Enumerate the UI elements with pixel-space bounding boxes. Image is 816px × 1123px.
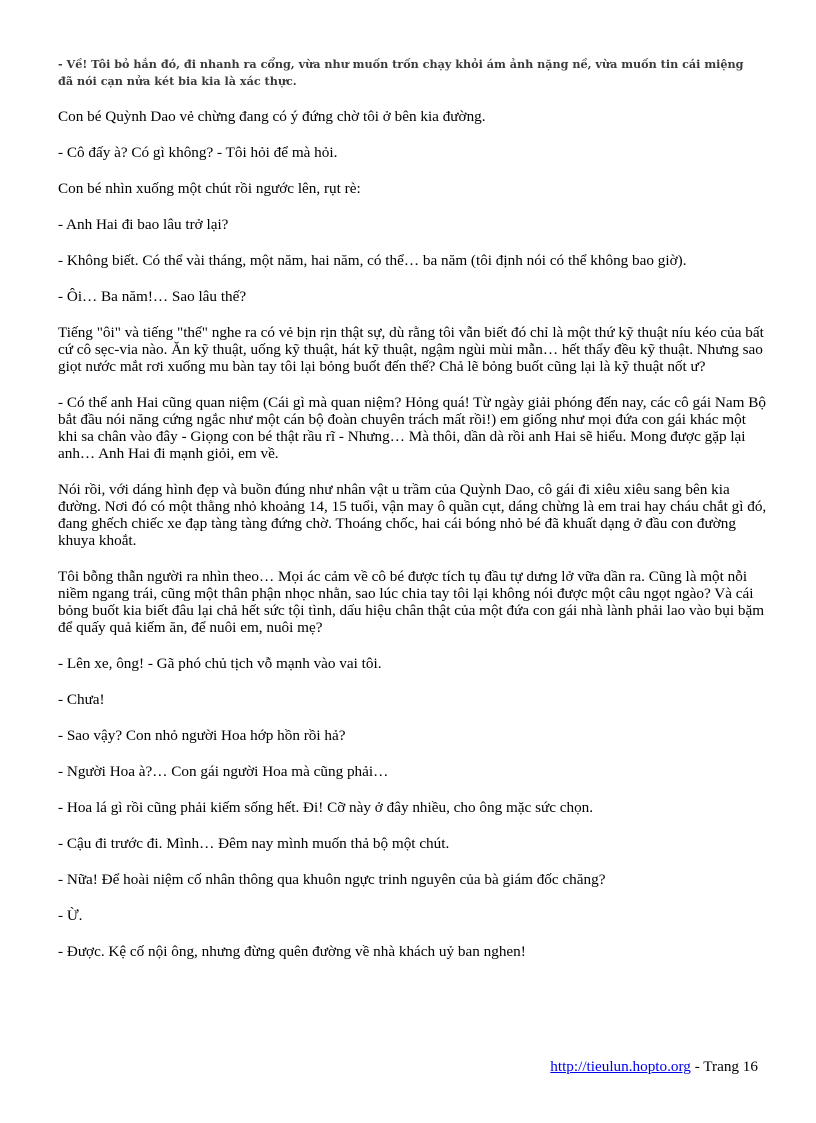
paragraph: Con bé Quỳnh Dao vẻ chừng đang có ý đứng chờ tôi ở bên kia đường.	[58, 108, 486, 125]
site-link[interactable]: http://tieulun.hopto.org	[550, 1058, 691, 1075]
paragraph: - Không biết. Có thể vài tháng, một năm, hai năm, có thể… ba năm (tôi định nói có thể không bao giờ).	[58, 252, 687, 269]
paragraph: Tôi bỗng thẫn người ra nhìn theo… Mọi ác cảm về cô bé được tích tụ đầu tự dưng lở vữa dần ra. Cũng là một nỗi niềm ngang trái, cũng một thân phận nhọc nhằn, sao lúc chia tay tôi lại không nói được một câu ngọt ngào? Và cái bỏng buốt kia biết đâu lại chả hết sức tội tình, dấu hiệu chân thật của một đứa con gái nhà lành phải lao vào bụi bặm để quấy quả kiếm ăn, để nuôi em, nuôi mẹ?	[58, 568, 765, 636]
paragraph: - Có thể anh Hai cũng quan niệm (Cái gì mà quan niệm? Hỏng quá! Từ ngày giải phóng đến nay, các cô gái Nam Bộ bắt đầu nói năng cứng ngắc như một cán bộ đoàn chuyên trách mất rồi!) em giống như mọi đứa con gái khác một khi sa chân vào đây - Giọng con bé thật rầu rĩ - Nhưng… Mà thôi, dần dà rồi anh Hai sẽ hiểu. Mong được gặp lại anh… Anh Hai đi mạnh giỏi, em về.	[58, 394, 766, 462]
paragraph: - Sao vậy? Con nhỏ người Hoa hớp hồn rồi hả?	[58, 727, 346, 744]
paragraph: Nói rồi, với dáng hình đẹp và buồn đúng như nhân vật u trầm của Quỳnh Dao, cô gái đi xiêu xiêu sang bên kia đường. Nơi đó có một thằng nhỏ khoảng 14, 15 tuổi, vận may ô quần cụt, dáng chừng là em trai hay cháu chắt gì đó, đang ghếch chiếc xe đạp tàng tàng đứng chờ. Thoáng chốc, hai cái bóng nhỏ bé đã khuất dạng ở đầu con đường khuya khoắt.	[58, 481, 767, 549]
page-footer	[550, 1058, 758, 1075]
paragraph: - Cô đấy à? Có gì không? - Tôi hỏi để mà hỏi.	[58, 144, 338, 161]
lead-paragraph: - Về! Tôi bỏ hắn đó, đi nhanh ra cổng, vừa như muốn trốn chạy khỏi ám ảnh nặng nề, vừa muốn tin cái miệng đã nói cạn nửa két bia kia là xác thực.	[58, 57, 744, 88]
paragraph: - Ôi… Ba năm!… Sao lâu thế?	[58, 288, 247, 305]
paragraph: Tiếng "ôi" và tiếng "thế" nghe ra có vẻ bịn rịn thật sự, dù rằng tôi vẫn biết đó chỉ là một thứ kỹ thuật níu kéo của bất cứ cô sẹc-via nào. Ăn kỹ thuật, uống kỹ thuật, hát kỹ thuật, ngậm ngùi mùi mẫn… hết thẩy đều kỹ thuật. Nhưng sao giọt nước mắt rơi xuống mu bàn tay tôi lại bỏng buốt đến thế? Chả lẽ bỏng buốt cũng lại là kỹ thuật nốt ư?	[58, 324, 764, 375]
paragraph: - Lên xe, ông! - Gã phó chủ tịch vỗ mạnh vào vai tôi.	[58, 655, 382, 672]
paragraph: - Nữa! Để hoài niệm cố nhân thông qua khuôn ngực trinh nguyên của bà giám đốc chăng?	[58, 871, 606, 888]
paragraph: Con bé nhìn xuống một chút rồi ngước lên, rụt rè:	[58, 180, 361, 197]
paragraph: - Hoa lá gì rồi cũng phải kiếm sống hết. Đi! Cỡ này ở đây nhiều, cho ông mặc sức chọn.	[58, 799, 594, 816]
paragraph: - Ừ.	[58, 907, 83, 924]
paragraph: - Được. Kệ cố nội ông, nhưng đừng quên đường về nhà khách uỷ ban nghen!	[58, 943, 526, 960]
paragraph: - Anh Hai đi bao lâu trở lại?	[58, 216, 229, 233]
paragraph: - Chưa!	[58, 691, 105, 708]
body-text	[58, 108, 768, 979]
page-number: - Trang 16	[690, 1058, 758, 1075]
paragraph: - Cậu đi trước đi. Mình… Đêm nay mình muốn thả bộ một chút.	[58, 835, 450, 852]
paragraph: - Người Hoa à?… Con gái người Hoa mà cũng phải…	[58, 763, 389, 780]
